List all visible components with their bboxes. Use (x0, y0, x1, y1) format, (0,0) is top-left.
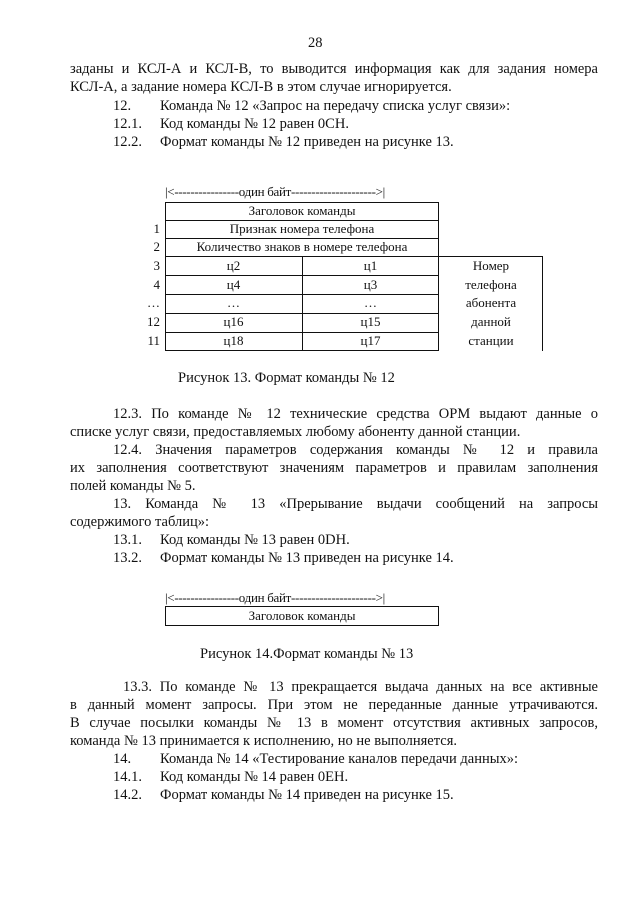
fig13-row-number: 1 (153, 221, 160, 236)
fig13-header: Заголовок команды (248, 203, 356, 218)
fig14-caption: Рисунок 14.Формат команды № 13 (200, 646, 414, 662)
fig13-digit-cell: … (364, 295, 377, 310)
fig13-digit-cell: ц15 (360, 314, 381, 329)
para-13-3-line-4: команда № 13 принимается к исполнению, но не выполняется. (70, 733, 457, 749)
fig13-row-1-text: Признак номера телефона (229, 221, 375, 236)
para-12-3-line-2: списке услуг связи, предоставляемых любому абоненту данной станции. (70, 424, 521, 440)
para-12-4-line-1: 12.4. Значения параметров содержания команды № 12 и правила (113, 442, 598, 458)
fig13-row-number: 3 (153, 258, 160, 273)
section-14-title: Команда № 14 «Тестирование каналов передачи данных»: (160, 751, 519, 767)
para-13-3-line-2: в данный момент запросы. При этом не переданные данные утрачиваются. (70, 697, 598, 713)
fig13-digit-cell: ц4 (226, 277, 241, 292)
fig14-header: Заголовок команды (248, 608, 356, 623)
fig13-digit-cell: … (227, 295, 240, 310)
side-note-line: данной (471, 314, 511, 329)
item-14-2-text: Формат команды № 14 приведен на рисунке 15. (160, 787, 454, 803)
fig13-digit-cell: ц17 (360, 333, 381, 348)
section-12-number: 12. (113, 98, 132, 114)
side-note-line: телефона (465, 277, 517, 292)
fig13-row-number: … (147, 295, 160, 310)
para-12-4-line-2: их заполнения соответствуют значениям параметров и правилам заполнения (70, 460, 598, 476)
fig13-digit-cell: ц2 (226, 258, 241, 273)
section-12-title: Команда № 12 «Запрос на передачу списка услуг связи»: (160, 98, 511, 114)
byte-width-label: |<----------------один байт--------------------->| (165, 590, 385, 605)
item-13-1-text: Код команды № 13 равен 0DH. (160, 532, 350, 548)
item-12-2-text: Формат команды № 12 приведен на рисунке 13. (160, 134, 454, 150)
side-note-top-line (439, 256, 542, 257)
item-13-1-number: 13.1. (113, 532, 142, 548)
fig13-digit-cell: ц3 (363, 277, 378, 292)
para-12-4-line-3: полей команды № 5. (70, 478, 196, 494)
item-14-1-number: 14.1. (113, 769, 142, 785)
fig13-digit-cell: ц16 (223, 314, 244, 329)
side-note-line: Номер (472, 258, 510, 273)
para-13-3-line-1: 13.3. По команде № 13 прекращается выдача данных на все активные (123, 679, 598, 695)
item-14-1-text: Код команды № 14 равен 0EH. (160, 769, 349, 785)
side-note-line: абонента (465, 295, 517, 310)
section-13-line-2: содержимого таблиц»: (70, 514, 209, 530)
section-14-number: 14. (113, 751, 132, 767)
fig13-digit-cell: ц18 (223, 333, 244, 348)
para-12-3-line-1: 12.3. По команде № 12 технические средства ОРМ выдают данные о (113, 406, 598, 422)
item-14-2-number: 14.2. (113, 787, 142, 803)
side-note-line: станции (468, 333, 514, 348)
item-12-1-text: Код команды № 12 равен 0CH. (160, 116, 349, 132)
item-12-2-number: 12.2. (113, 134, 142, 150)
page-number: 28 (308, 35, 323, 51)
intro-line-2: КСЛ-А, а задание номера КСЛ-В в этом случае игнорируется. (70, 79, 452, 95)
fig13-row-number: 12 (147, 314, 160, 329)
item-12-1-number: 12.1. (113, 116, 142, 132)
fig13-row-2-text: Количество знаков в номере телефона (196, 239, 408, 254)
intro-line-1: заданы и КСЛ-А и КСЛ-В, то выводится информация как для задания номера (70, 61, 598, 77)
fig13-digit-cell: ц1 (363, 258, 378, 273)
side-note-right-line (542, 256, 543, 351)
item-13-2-text: Формат команды № 13 приведен на рисунке 14. (160, 550, 454, 566)
fig13-row-number: 11 (147, 333, 160, 348)
para-13-3-line-3: В случае посылки команды № 13 в момент отсутствия активных запросов, (70, 715, 598, 731)
item-13-2-number: 13.2. (113, 550, 142, 566)
byte-width-label: |<----------------один байт--------------------->| (165, 184, 385, 199)
fig13-row-number: 2 (153, 239, 160, 254)
fig13-row-number: 4 (153, 277, 160, 292)
fig13-caption: Рисунок 13. Формат команды № 12 (178, 370, 395, 386)
section-13-line-1: 13. Команда № 13 «Прерывание выдачи сообщений на запросы (113, 496, 598, 512)
